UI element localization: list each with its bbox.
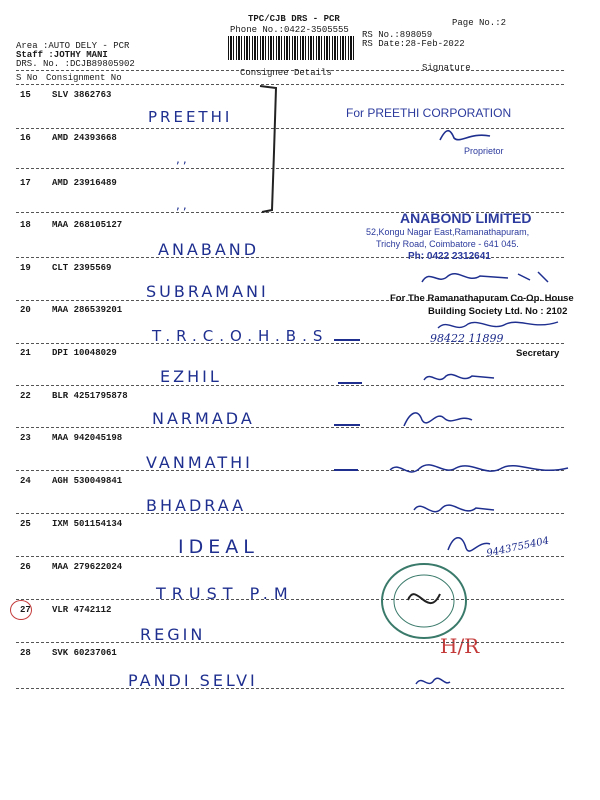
row-divider [16, 688, 564, 689]
row-consignment: DPI 10048029 [52, 348, 117, 358]
row-consignee: PREETHI [148, 108, 233, 126]
col-header-consignee: Consignee Details [240, 68, 332, 78]
row-consignee: PANDI SELVI [128, 671, 258, 690]
row-sno: 21 [20, 348, 31, 358]
row-consignee: VANMATHI [146, 453, 253, 472]
row-consignment: IXM 501154134 [52, 519, 123, 529]
row-signature: H/R [440, 634, 480, 658]
row-consignee: EZHIL [160, 367, 222, 386]
row-sno: 20 [20, 305, 31, 315]
ezhil-signature [420, 366, 500, 390]
row-consignee: NARMADA [152, 409, 255, 428]
row-consignment: MAA 286539201 [52, 305, 123, 315]
row-sno: 23 [20, 433, 31, 443]
anabond-stamp-address2: Trichy Road, Coimbatore - 641 045. [376, 239, 519, 249]
anabond-stamp-address1: 52,Kongu Nagar East,Ramanathapuram, [366, 227, 530, 237]
row-sno: 26 [20, 562, 31, 572]
col-header-consignment: Consignment No [46, 73, 122, 83]
row-consignee: SUBRAMANI [146, 282, 269, 301]
rs-number: RS No.:898059 [362, 30, 433, 40]
row-divider [16, 168, 564, 169]
row-consignee: TRUST P.M [156, 584, 294, 603]
phone-number: Phone No.:0422-3505555 [230, 25, 349, 35]
row-consignee: ANABAND [158, 240, 260, 259]
staff-label: Staff :JOTHY MANI [16, 50, 108, 60]
row-consignee: REGIN [140, 625, 206, 644]
page-number: Page No.:2 [452, 18, 507, 28]
row-consignment: SVK 60237061 [52, 648, 117, 658]
row-sno: 27 [20, 605, 31, 615]
row-consignment: AMD 23916489 [52, 178, 117, 188]
row-sno: 18 [20, 220, 31, 230]
row-divider [16, 427, 564, 428]
proprietor-label: Proprietor [464, 146, 504, 156]
row-consignment: MAA 279622024 [52, 562, 123, 572]
row-consignment: BLR 4251795878 [52, 391, 128, 401]
round-seal [378, 560, 470, 642]
row-consignment: AMD 24393668 [52, 133, 117, 143]
row-consignment: CLT 2395569 [52, 263, 112, 273]
row-divider [16, 599, 564, 600]
row-consignment: MAA 268105127 [52, 220, 123, 230]
handwritten-dashes [330, 330, 370, 610]
subramani-signature [418, 264, 568, 290]
document-title: TPC/CJB DRS - PCR [248, 14, 340, 24]
row-divider [16, 642, 564, 643]
preethi-corporation-stamp: For PREETHI CORPORATION [346, 106, 512, 120]
row-consignment: AGH 530049841 [52, 476, 123, 486]
rs-date: RS Date:28-Feb-2022 [362, 39, 465, 49]
secretary-label: Secretary [516, 348, 560, 359]
row-consignment: MAA 942045198 [52, 433, 123, 443]
area-label: Area :AUTO DELY - PCR [16, 41, 130, 51]
row-consignee: ,, [176, 152, 190, 166]
barcode [228, 36, 354, 60]
row-signature: 9443755404 [485, 535, 551, 560]
ditto-bracket [250, 82, 290, 222]
row-consignee: T.R.C.O.H.B.S [152, 327, 329, 345]
anabond-stamp-name: ANABOND LIMITED [400, 210, 532, 226]
ramanathapuram-stamp-line2: Building Society Ltd. No : 2102 [428, 306, 568, 317]
narmada-signature [400, 404, 480, 434]
preethi-signature [436, 124, 496, 146]
bhadraa-signature [410, 494, 500, 524]
row-consignment: SLV 3862763 [52, 90, 112, 100]
ideal-signature [444, 530, 494, 560]
row-sno: 16 [20, 133, 31, 143]
row-sno: 15 [20, 90, 31, 100]
col-header-signature: Signature [422, 63, 471, 73]
vanmathi-signature [386, 456, 576, 486]
ramanathapuram-stamp-line1: For The Ramanathapuram Co-Op. House [390, 293, 574, 304]
col-header-sno: S No [16, 73, 38, 83]
header-divider-bottom [16, 84, 564, 85]
row-divider [16, 343, 564, 344]
row-sno: 22 [20, 391, 31, 401]
row-sno: 28 [20, 648, 31, 658]
row-signature: 98422 11899 [430, 332, 504, 345]
anabond-stamp-phone: Ph: 0422 2312641 [408, 251, 491, 262]
row-consignee: BHADRAA [146, 496, 247, 515]
row-sno: 25 [20, 519, 31, 529]
row-sno: 17 [20, 178, 31, 188]
row-consignee: ,, [176, 198, 190, 212]
trcohbs-signature [434, 316, 564, 336]
row-sno: 19 [20, 263, 31, 273]
row-sno: 24 [20, 476, 31, 486]
row-consignment: VLR 4742112 [52, 605, 112, 615]
row-consignee: IDEAL [178, 536, 259, 558]
drs-number: DRS. No. :DCJB89805902 [16, 59, 135, 69]
pandi-selvi-signature [412, 672, 452, 692]
